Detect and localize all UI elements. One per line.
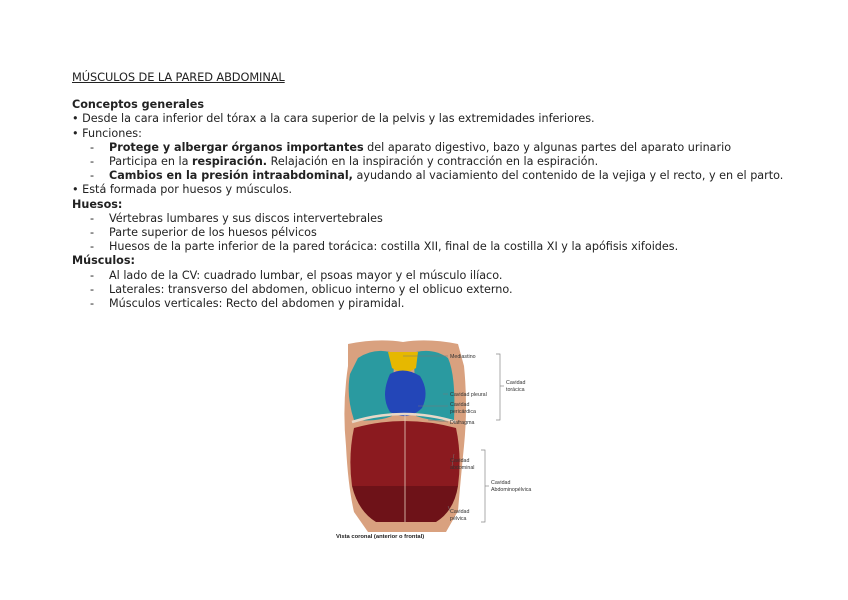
bone-item-text: Parte superior de los huesos pélvicos [109,226,317,240]
bone-item-text: Vértebras lumbares y sus discos intervertebrales [109,211,383,225]
muscle-item [72,297,792,311]
function-item-text: del aparato digestivo, bazo y algunas partes del aparato urinario [363,140,732,154]
section-heading-bones: Huesos: [72,197,123,211]
label-mediastino: Mediastino [450,354,476,360]
bullet-composition: • Está formada por huesos y músculos. [72,183,293,197]
document-title: MÚSCULOS DE LA PARED ABDOMINAL [72,70,285,84]
section-heading-general: Conceptos generales [72,98,204,112]
function-item [72,169,792,183]
label-cavidad-abdominal-2: abdominal [450,465,475,471]
bullet-definition: • Desde la cara inferior del tórax a la cara superior de la pelvis y las extremidades inferiores. [72,112,595,126]
label-diafragma: Diafragma [450,420,475,426]
function-item-text: ayudando al vaciamiento del contenido de la vejiga y el recto, y en el parto. [352,169,784,183]
function-item-bold: Cambios en la presión intraabdominal, [109,169,353,183]
muscle-item [72,283,792,297]
label-cavidad-pelvica-2: pélvica [450,516,467,522]
label-cavidad-toracica-2: torácica [506,387,525,393]
dash-marker: - [90,297,95,311]
muscle-item-text: Laterales: transverso del abdomen, oblicuo interno y el oblicuo externo. [109,282,513,296]
document-body [72,70,792,311]
label-cavidad-pericardica-2: pericárdica [450,409,476,415]
body-cavities-illustration [318,336,544,544]
anatomy-figure [318,336,544,544]
label-cavidad-toracica-1: Cavidad [506,380,526,386]
label-cavidad-pelvica-1: Cavidad [450,509,470,515]
figure-caption: Vista coronal (anterior o frontal) [336,534,425,540]
muscle-item-text: Músculos verticales: Recto del abdomen y piramidal. [109,297,405,311]
dash-marker: - [90,140,95,154]
dash-marker: - [90,169,95,183]
function-item [72,155,792,169]
bone-item-text: Huesos de la parte inferior de la pared torácica: costilla XII, final de la costilla XI y la apófisis xifoides. [109,240,679,254]
function-item-text: Participa en la [109,155,193,169]
dash-marker: - [90,155,95,169]
function-item-text: Relajación en la inspiración y contracción en la espiración. [267,155,599,169]
function-item-bold: respiración. [192,155,268,169]
bone-item [72,212,792,226]
bullet-functions: • Funciones: [72,126,142,140]
muscle-item-text: Al lado de la CV: cuadrado lumbar, el psoas mayor y el músculo ilíaco. [109,268,503,282]
label-cavidad-pericardica-1: Cavidad [450,402,470,408]
bone-item [72,240,792,254]
dash-marker: - [90,211,95,225]
section-heading-muscles: Músculos: [72,254,136,268]
heart [385,370,426,416]
function-item [72,141,792,155]
dash-marker: - [90,226,95,240]
bone-item [72,226,792,240]
dash-marker: - [90,240,95,254]
brackets [481,354,504,522]
muscle-item [72,269,792,283]
label-cavidad-abdominal-1: Cavidad [450,458,470,464]
label-cavidad-abdominopelvica-1: Cavidad [491,480,511,486]
label-cavidad-pleural: Cavidad pleural [450,392,487,398]
dash-marker: - [90,282,95,296]
dash-marker: - [90,268,95,282]
function-item-bold: Protege y albergar órganos importantes [109,140,364,154]
label-cavidad-abdominopelvica-2: Abdominopélvica [491,487,532,493]
